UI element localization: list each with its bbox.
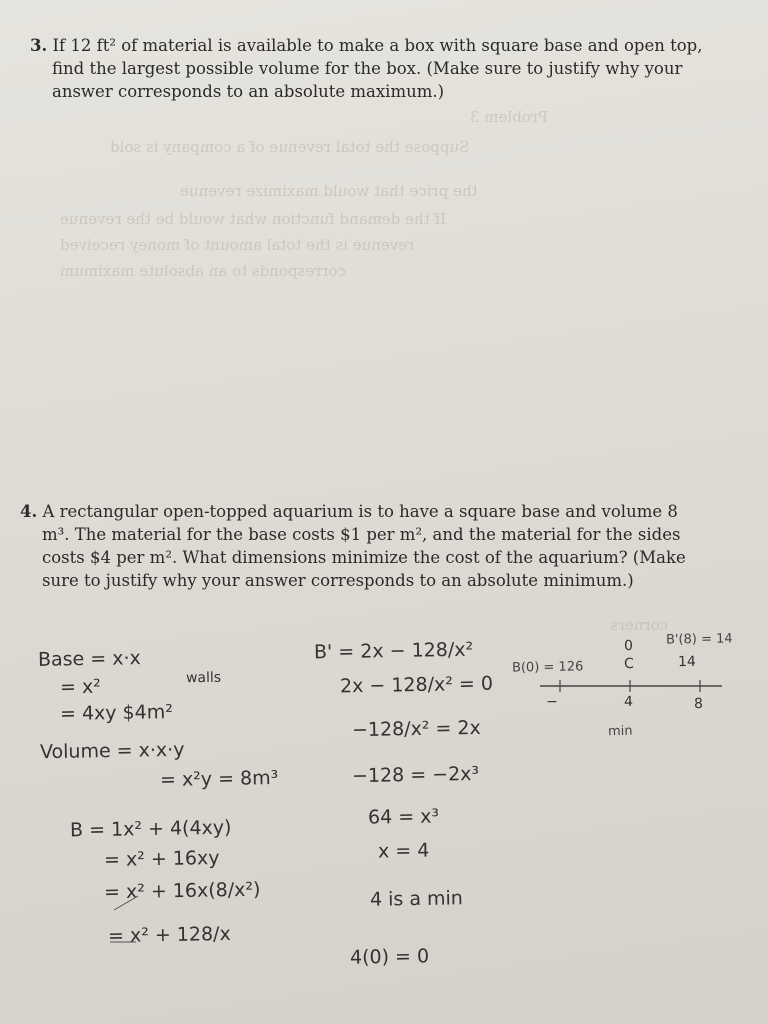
- problem-4-line-1: A rectangular open-topped aquarium is to have a square base and volume 8: [42, 502, 678, 521]
- hw-base-2: = x²: [59, 675, 102, 699]
- bleed-through-text: corners: [610, 616, 669, 634]
- bleed-through-text: If the demand function what would be the revenue: [60, 210, 446, 228]
- hw-walls: walls: [185, 669, 222, 687]
- bleed-through-text: the price that would maximize revenue: [180, 182, 478, 200]
- hw-derivative-6: x = 4: [377, 839, 430, 863]
- problem-4-line-3: costs $4 per m². What dimensions minimize the cost of the aquarium? (Make: [42, 548, 686, 567]
- hw-cost-1: B = 1x² + 4(4xy): [69, 816, 232, 842]
- hw-volume: Volume = x·x·y: [39, 738, 185, 764]
- problem-3-line-1: If 12 ft² of material is available to make a box with square base and open top,: [52, 36, 703, 55]
- hw-conclusion: 4 is a min: [369, 887, 464, 911]
- hw-cost-2: = x² + 16xy: [103, 846, 220, 872]
- hw-cost-at-zero: B(0) = 126: [511, 659, 584, 676]
- problem-3-line-2: find the largest possible volume for the box. (Make sure to justify why your: [52, 59, 683, 78]
- hw-derivative-2: 2x − 128/x² = 0: [339, 672, 494, 698]
- bleed-through-text: Problem 3: [470, 108, 549, 126]
- hw-base-3: = 4xy $4m²: [59, 701, 174, 725]
- hw-cost-at-eight: B'(8) = 14: [665, 631, 733, 648]
- bleed-through-text: Suppose the total revenue of a company is sold: [110, 138, 470, 156]
- hw-derivative-5: 64 = x³: [367, 805, 440, 829]
- problem-3-line-3: answer corresponds to an absolute maximum.): [52, 82, 445, 101]
- bleed-through-text: revenue is the total amount of money received: [60, 236, 415, 254]
- hw-derivative-4: −128 = −2x³: [351, 762, 480, 788]
- hw-min-label: min: [607, 723, 633, 740]
- hw-tick-eight: 8: [693, 695, 704, 713]
- hw-derivative-3: −128/x² = 2x: [351, 716, 481, 742]
- hw-zero: 0: [623, 637, 634, 655]
- hw-volume-2: = x²y = 8m³: [159, 766, 279, 792]
- problem-3-number: 3.: [30, 36, 48, 55]
- problem-4-line-4: sure to justify why your answer corresponds to an absolute minimum.): [42, 571, 634, 590]
- hw-cost-at-eight-value: 14: [677, 653, 696, 671]
- hw-cost-4: = x² + 128/x: [107, 922, 231, 948]
- hw-derivative-1: B' = 2x − 128/x²: [313, 638, 474, 664]
- fraction-bar: [114, 896, 138, 910]
- problem-4-line-2: m³. The material for the base costs $1 per m², and the material for the sides: [42, 525, 681, 544]
- hw-critical-label: C: [623, 655, 634, 673]
- hw-negative-sign: −: [545, 693, 558, 711]
- bleed-through-text: corresponds to an absolute maximum: [60, 262, 346, 280]
- hw-cost-3: = x² + 16x(8/x²): [103, 878, 261, 904]
- hw-base: Base = x·x: [37, 647, 141, 671]
- problem-4-number: 4.: [20, 502, 38, 521]
- hw-check: 4(0) = 0: [349, 945, 430, 969]
- hw-tick-four: 4: [623, 693, 634, 711]
